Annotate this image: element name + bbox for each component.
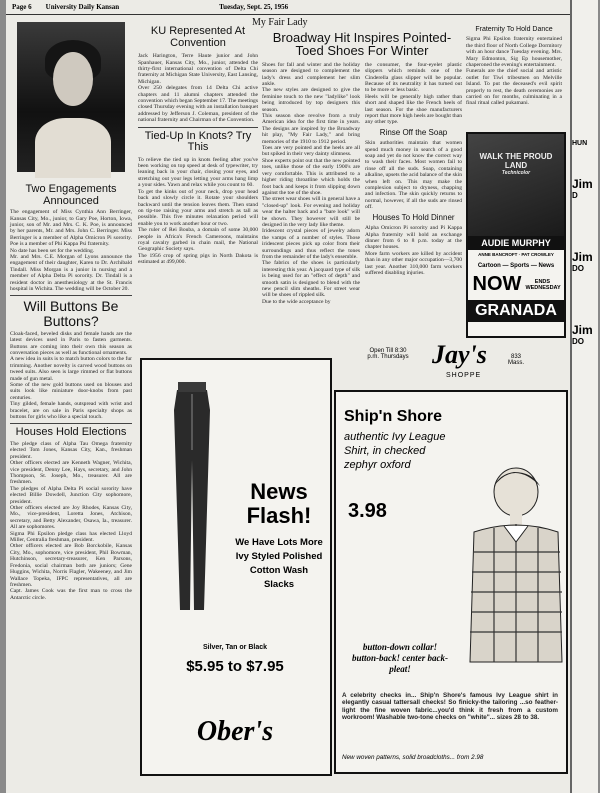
page-header [6,0,596,15]
edge-text-7: DO [572,337,584,346]
article-dinner: Alpha Omicron Pi sorority and Pi Kappa Alpha fraternity will hold an exchange dinner from 6 to 8 p.m. today at the chapter houses. More farm workers are killed by accident than in any other major occupation—3,700 last year. Another 310,000 farm workers suffered disabling injuries. [365,225,462,276]
shipnshore-shirt-ad [334,390,568,774]
theater-name: GRANADA [468,300,564,322]
adjacent-page-edge [570,0,598,793]
slacks-colors: Silver, Tan or Black [202,644,268,651]
shirt-footer: New woven patterns, solid broadcloths... from 2.98 [342,754,484,761]
jays-logo: Jay's [432,340,487,369]
headline-dinner: Houses To Hold Dinner [372,212,455,222]
edge-text-5: DO [572,264,584,273]
column-5 [466,18,562,138]
article-soap: Skin authorities maintain that women spend much money in search of a good soap and yet do not know the correct way to wash their faces. Most women fail to rinse off all the suds. Soap, containing alkaline, upsets the acid balance of the skin when left on. This may make the complexion subject to dryness, chapping and infection. The skin quickly returns to normal, however, if all the suds are rinsed off. [365,140,462,211]
shipnshore-headline: Ship'n Shore [344,408,443,425]
issue-date: Tuesday, Sept. 25, 1956 [219,3,289,11]
edge-text-4: Jim [572,250,593,264]
obers-logo: Ober's [196,716,274,747]
article-elections: The pledge class of Alpha Tau Omega fraternity elected Tom Jones, Kansas City, Kan., freshman president. Other officers elected are Kenneth Wagner, Wichita, vice president, Denny Lee, Hays, secretary, and John Thompson, St. Joseph, Mo., treasurer. All are freshmen. The pledges of Alpha Delta Pi social sorority have elected Billie Dowdell, Junction City sophomore, president. Other officers elected are Joy Rhodes, Kansas City, Mo., vice-president, Loretta Jones, Atchison, secretary, and Betty Alexander, Osawa, Ia., treasurer. All are sophomores. Sigma Phi Epsilon pledge class has elected Lloyd Miller, Centralia freshman, president. Other officers elected are Bob Borckobile, Kansas City, Mo., sophomore, vice president, Phil Bowman, Hutchinson, secretary-treasurer, Ken Parsons, Fredonia, social chairman both are juniors; Gene Huggins, Wichita, Norris Flagler, Wakeeney, and Jim Wallace Topeka, IFPC representatives, all are freshmen. Capt. James Cook was the first man to cross the Antarctic circle. [10,440,132,601]
jays-shoppe-label: SHOPPE [446,372,482,379]
article-dance: Sigma Phi Epsilon fraternity entertained the third floor of North College Dormitory with an hour dance Tuesday evening. Mrs. Mary Edmonton, Sig Ep housemother, chaperoned the evening's entertainment. Funerals are the chief social and artistic outlet for Tiwi tribesmen on Melville Island. To put the deceased's evil spirit properly to rest, the death ceremonies are carried on for months, culminating in a final ritual called pukamani. [466,36,562,107]
headline-buttons: Will Buttons Be Buttons? [23,298,119,330]
ends-label: ENDS WEDNESDAY [525,278,561,291]
woman-in-shirt-illustration [454,462,564,682]
movie-poster [468,134,564,236]
column-1 [10,18,132,790]
headline-knots: Tied-Up In Knots? Try This [144,129,252,154]
article-shoes-cont: the consumer, the four-eyelet plastic slippers which reminds one of the Cinderella glass slipper will be popular. Because of its neutrality it has turned out to be more or less basic. Heels will be generally high rather than short and shaped like the French heels of last season. For the shoe manufacturers report that more high heels are bought than any other type. [365,61,462,126]
shirt-body-copy: A celebrity checks in... Ship'n Shore's famous Ivy League shirt in elegantly casual tattersall checks! So finicky-the tailoring ...so feather-light the fine woven fabric...you'd think it fresh from a custom workroom! Washable two-tone checks on "white"... sizes 28 to 38. [342,692,558,722]
obers-slacks-ad [140,358,332,776]
engagement-photo [17,22,125,172]
article-engagements: The engagement of Miss Cynthia Ann Berringer, Kansas City, Mo., junior, to Gary Poe, Horton, Iowa, junior, son of Mr. and Mrs. C. K. Poe, is announced by her parents, Mr. and Mrs. John C. Berringer. Miss Berringer is a member of Alpha Omicron Pi sorority. Poe is a member of Phi Kappa Psi fraternity. No date has been set for the wedding. Mr. and Mrs. C.E. Morgan of Lyons announce the engagement of their daughter, Karen to Dr. Archibald Tindall. Miss Morgan is a junior in nursing and a member of Alpha Delta Pi sorority. Dr. Tindall is a resident doctor in anesthesiology at the St. Francis hospital in Wichita. The wedding will be October 20. [10,209,132,292]
slacks-illustration [152,370,232,630]
edge-text-6: Jim [572,323,593,337]
jays-address: 833 Mass. [507,354,524,366]
now-label: NOW [472,273,522,295]
store-hours: Open Till 8:30 p.m. Thursdays [367,348,409,360]
news-flash-headline: News Flash! [246,479,312,528]
headline-elections: Houses Hold Elections [15,426,127,439]
technicolor-tag: Technicolor [501,170,531,176]
shirt-subheadline: authentic Ivy League Shirt, in checked zephyr oxford [344,431,446,471]
jays-shoppe-ad [336,340,566,386]
article-knots: To relieve the tied up in knots feeling after you've been working on top speed at desk of typewriter, try leaning back in your chair, closing your eyes, and stretching out your legs letting your arms hang limp a your sides. Yawn and relax while you count to 60. To get the kinks out of your neck, drop your head back and slowly circle it. Rotate your shoulders backward until the tension leaves them. Then stand on tip-toe raising your arms and stretch as tall as possible. This five minutes relaxation period will enable you to work another hour or two. The ruler of Rei Bouba, a domain of some 30,000 people in Africa's French Cameroons, maintains royal cavalry garbed in chain mail, the National Geographic Society says. The 1956 crop of spring pigs in North Dakota is estimated at 499,000. [138,156,258,266]
collar-callout: button-down collar! button-back! center back-pleat! [352,642,448,674]
article-shoes: Shoes for fall and winter and the holiday season are designed to complement the lady's dress and complement her slim ankle. The new styles are designed to give the feminine touch to the new "ladylike" look being introduced by top designers this season. This season shoe revolve from a truly American idea for the first time in years. The designs are inspired by the Broadway hit play, "My Fair Lady," and bring memories of the 1910 to 1912 period. Toes are very pointed and the heels are all but spiked in their very dainty slimness. Shoe experts point out that the new pointed toes, unlike those of the early 1900's are very comfortable. This is attributed to a higher riding throatline which holds the foot back and keeps it from slipping down against the toe of the shoe. The street wear shoes will in general have a "closed-up" look. For evening and holiday wear the halter back and a "bare look" will be shown. They however will still be designed in the very lady like theme. Iridescent crystal pieces of jewelry adorn the vamps of a number of styles. Those iridescent pieces pick up color from their surroundings and thus reflect the tones from the remainder of the lady's ensemble. The fabrics of the shoes is particularly interesting this year. A jacquard type of silk is being used for an "effect of depth" and smooth satin is designed to blend with the new pencil slim sheaths. For street wear will be shoes of rippled silk. Due to the wide acceptance by [262,61,360,305]
article-convention: Jack Harington, Terre Haute junior and John Spanhauer, Kansas City, Mo., junior, attended the thirty-first international convention of Delta Chi fraternity at Michigan State University, East Lansing, Michigan. Over 250 delegates from 14 Delta Chi active chapters and 11 alumni chapters attended the convention which began September 17. The meetings closed Thursday evening with an installation banquet addressed by Jefferson J. Coleman, president of the national fraternity and Chairman of the Convention. [138,53,258,124]
edge-text-3: D [572,191,578,200]
article-buttons: Cloak-faced, beveled disks and female hands are the latest devices used in Paris to fasten garments. Buttons are coming into their own this season as conversation pieces as well as functional ornaments. A new idea in suits is to match button colors to the fur trimming. Another novelty is carved wood buttons on tweed suits. Also seen is large rimmed or flat buttons made of gun metal. Some of the new gold buttons used on blouses and suits look like miniature door-knobs from past centuries. Tiny gilded, female hands, outspread with wrist and bracelet, are on sale in Paris specialty shops as buttons for girls who like a special touch. [10,330,132,421]
kicker-fair-lady: My Fair Lady [252,17,308,28]
movie-title: WALK THE PROUD LAND [479,152,553,170]
headline-soap: Rinse Off the Soap [379,127,448,137]
shirt-price: 3.98 [348,500,387,522]
slacks-price: $5.95 to $7.95 [186,658,284,675]
headline-shoes: Broadway Hit Inspires Pointed-Toed Shoes For Winter [272,29,452,59]
page-number: Page 6 [12,3,32,11]
paper-name: University Daily Kansan [45,3,120,11]
column-3 [252,17,462,358]
slacks-description: We Have Lots More Ivy Styled Polished Cotton Wash Slacks [235,537,323,590]
headline-convention: KU Represented At Convention [150,25,246,49]
granada-movie-ad [466,132,566,338]
movie-costars: ANNE BANCROFT · PAT CROWLEY [478,252,554,257]
headline-dance: Fraternity To Hold Dance [475,26,553,33]
edge-text-1: HUN [572,140,588,147]
edge-text-2: Jim [572,177,593,191]
movie-star: AUDIE MURPHY [468,236,564,250]
headline-engagements: Two Engagements Announced [25,183,117,207]
movie-program: Cartoon — Sports — News [477,263,555,269]
newspaper-page [6,0,596,793]
column-2 [138,18,258,358]
